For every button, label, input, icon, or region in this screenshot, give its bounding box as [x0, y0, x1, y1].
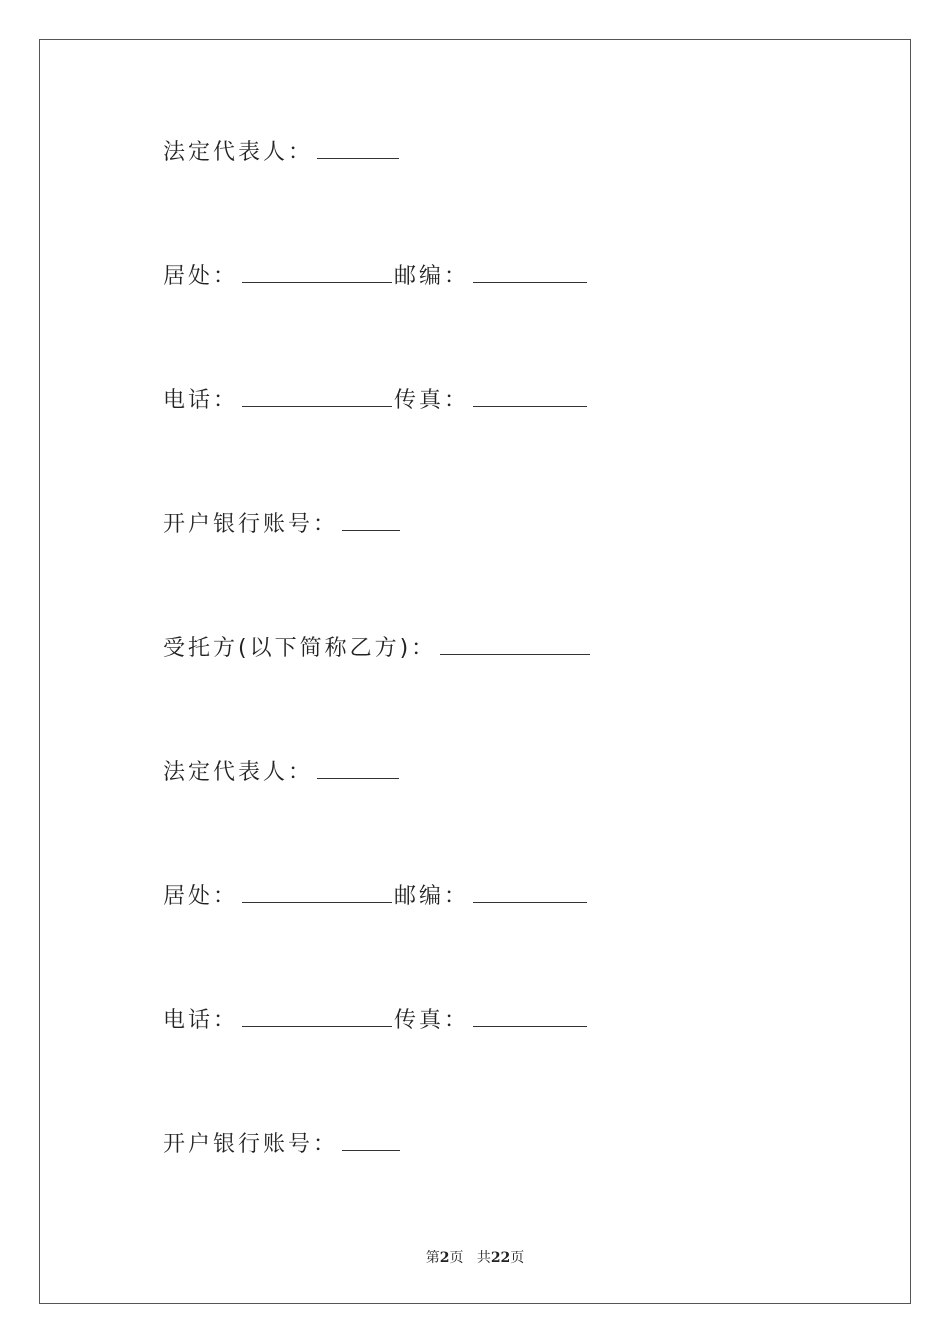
page-footer — [0, 1247, 950, 1267]
field-label: 开户银行账号： — [163, 1132, 339, 1157]
party-b-legal-rep-line — [163, 758, 401, 787]
blank-field[interactable] — [317, 138, 399, 159]
blank-field[interactable] — [317, 758, 399, 779]
field-label: 法定代表人： — [163, 760, 314, 785]
blank-field[interactable] — [473, 1006, 587, 1027]
current-page-number: 2 — [439, 1250, 450, 1266]
party-a-phone-line — [163, 386, 589, 415]
field-label: 开户银行账号： — [163, 512, 339, 537]
field-label: 居处： — [163, 884, 239, 909]
party-b-name-line — [163, 634, 592, 663]
party-b-bank-line — [163, 1130, 402, 1159]
field-label: 传真： — [394, 388, 470, 413]
field-label: 法定代表人： — [163, 140, 314, 165]
field-label: 邮编： — [394, 264, 470, 289]
party-a-bank-line — [163, 510, 402, 539]
field-label: 受托方(以下简称乙方)： — [163, 636, 437, 661]
blank-field[interactable] — [473, 386, 587, 407]
blank-field[interactable] — [473, 882, 587, 903]
blank-field[interactable] — [242, 1006, 392, 1027]
blank-field[interactable] — [342, 1130, 400, 1151]
field-label: 电话： — [163, 1008, 239, 1033]
footer-text: 页 — [449, 1250, 464, 1266]
field-label: 居处： — [163, 264, 239, 289]
blank-field[interactable] — [242, 386, 392, 407]
party-a-address-line — [163, 262, 589, 291]
party-b-address-line — [163, 882, 589, 911]
party-a-legal-rep-line — [163, 138, 401, 167]
blank-field[interactable] — [242, 882, 392, 903]
page-frame — [39, 39, 911, 1304]
footer-text: 第 — [425, 1250, 440, 1266]
blank-field[interactable] — [342, 510, 400, 531]
field-label: 传真： — [394, 1008, 470, 1033]
footer-text: 共 — [476, 1250, 491, 1266]
field-label: 电话： — [163, 388, 239, 413]
footer-text: 页 — [510, 1250, 525, 1266]
blank-field[interactable] — [242, 262, 392, 283]
blank-field[interactable] — [440, 634, 590, 655]
party-b-phone-line — [163, 1006, 589, 1035]
blank-field[interactable] — [473, 262, 587, 283]
field-label: 邮编： — [394, 884, 470, 909]
total-page-number: 22 — [490, 1250, 511, 1266]
